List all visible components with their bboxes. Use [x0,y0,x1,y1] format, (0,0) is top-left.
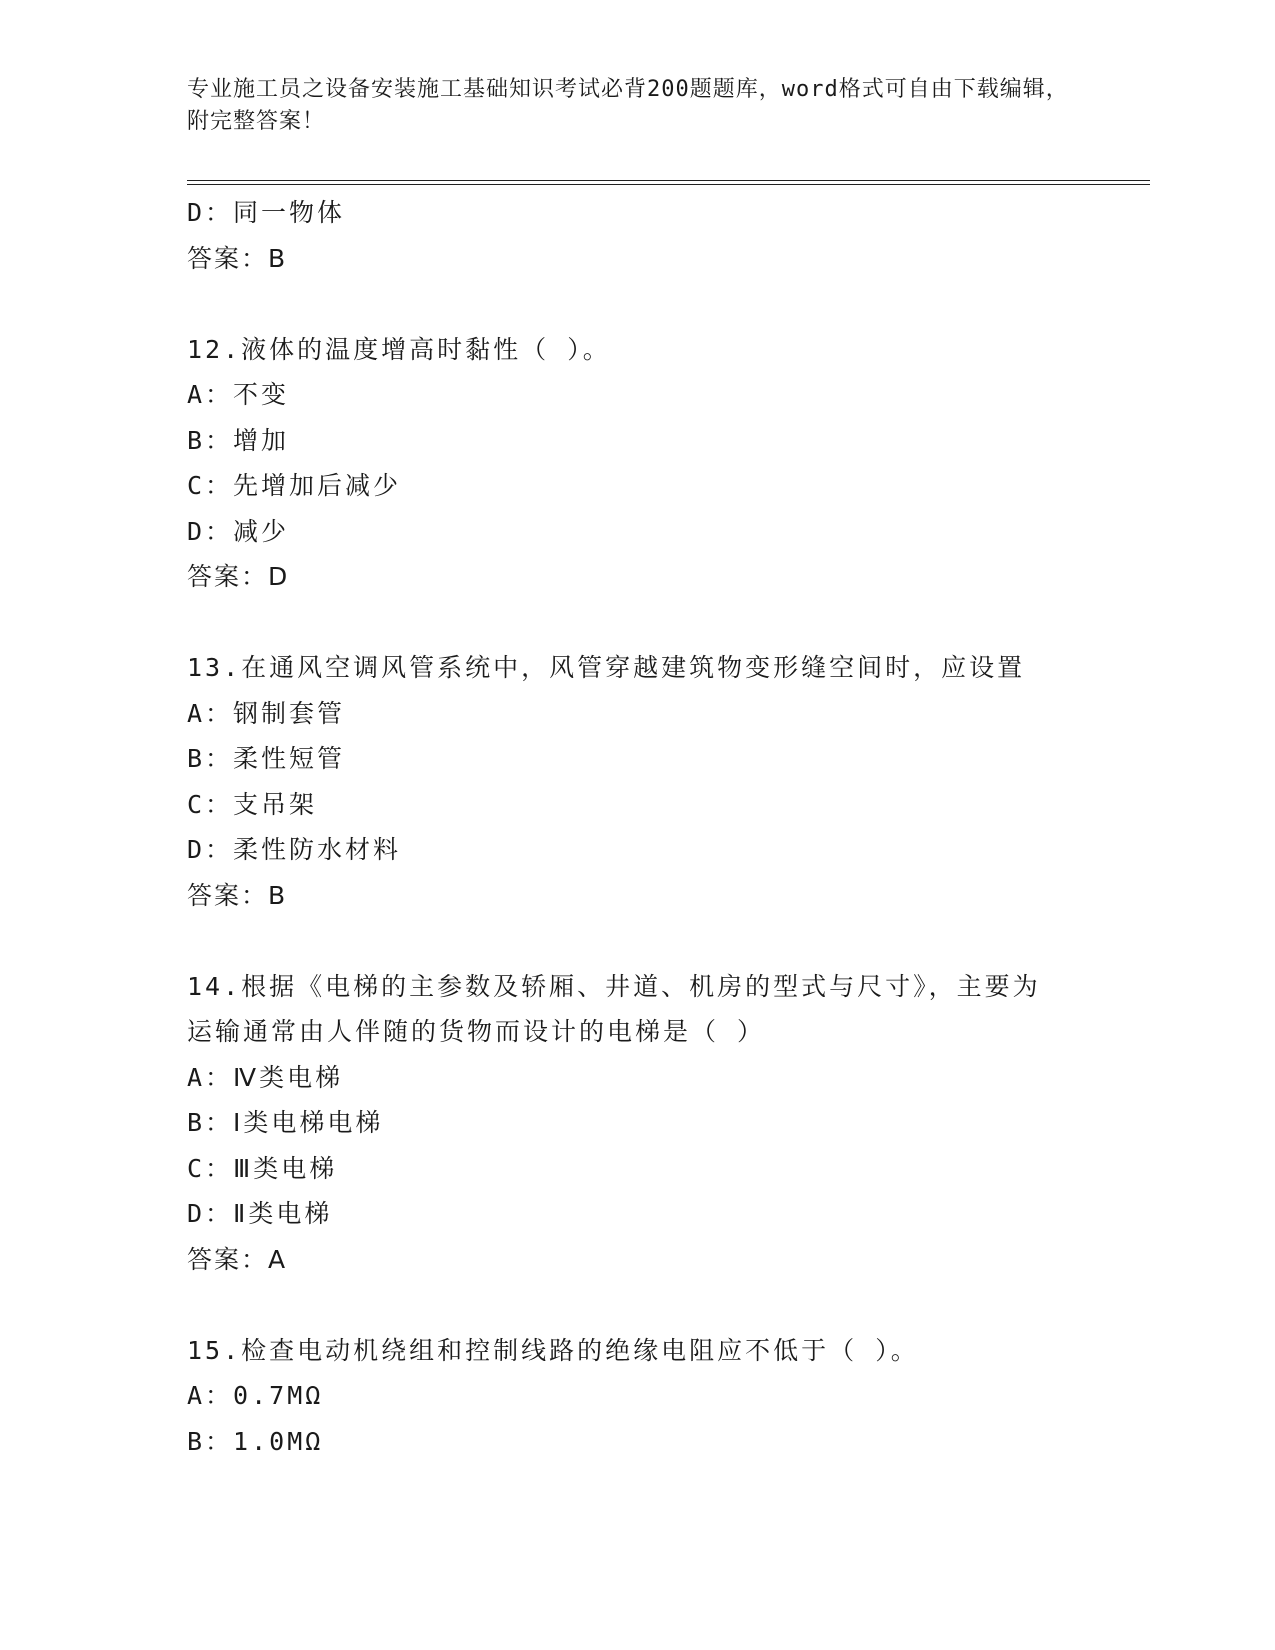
answer: 答案：B [187,880,288,910]
option-d: D：柔性防水材料 [187,835,402,864]
option-c: C：先增加后减少 [187,471,402,500]
option-a: A：Ⅳ类电梯 [187,1062,344,1092]
answer: 答案：A [187,1244,288,1274]
option-d: D：减少 [187,516,290,546]
option-c: C：支吊架 [187,789,318,819]
option-d: D：同一物体 [187,198,346,227]
option-a: A：不变 [187,380,290,409]
option-b: B：Ⅰ类电梯电梯 [187,1108,384,1137]
header-divider [187,180,1150,185]
option-a: A：钢制套管 [187,698,346,728]
question-list [187,190,1150,1464]
option-b: B：柔性短管 [187,744,346,773]
question-stem: 12.液体的温度增高时黏性（ ）。 [187,334,611,364]
question-stem: 13.在通风空调风管系统中，风管穿越建筑物变形缝空间时，应设置 [187,653,1026,682]
option-b: B：1.0MΩ [187,1426,324,1456]
option-d: D：Ⅱ类电梯 [187,1199,333,1228]
question-stem-line-2: 运输通常由人伴随的货物而设计的电梯是（ ） [187,1017,766,1046]
answer: 答案：D [187,562,290,591]
answer: 答案：B [187,243,288,273]
question-stem: 15.检查电动机绕组和控制线路的绝缘电阻应不低于（ ）。 [187,1335,919,1365]
option-b: B：增加 [187,425,290,455]
option-a: A：0.7MΩ [187,1381,324,1410]
document-header: 专业施工员之设备安装施工基础知识考试必背200题题库，word格式可自由下载编辑，附完整答案！ [187,77,1069,134]
option-c: C：Ⅲ类电梯 [187,1153,338,1183]
question-stem-line-1: 14.根据《电梯的主参数及轿厢、井道、机房的型式与尺寸》，主要为 [187,971,1041,1001]
